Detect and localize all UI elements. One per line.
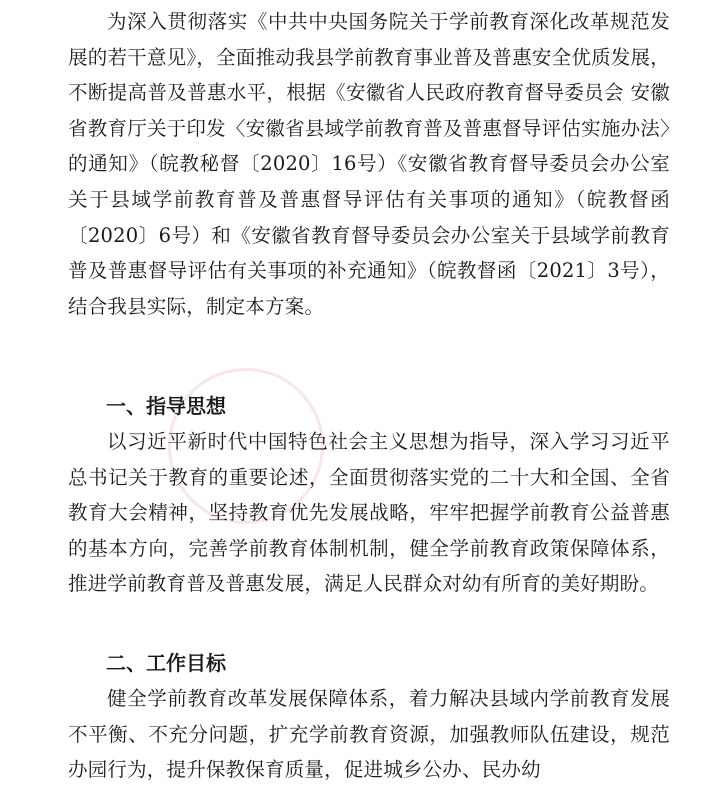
work-goals-paragraph: 健全学前教育改革发展保障体系，着力解决县域内学前教育发展不平衡、不充分问题，扩充学前教育资源，加强教师队伍建设，规范办园行为，提升保教保育质量，促进城乡公办、民办幼	[68, 687, 670, 782]
intro-paragraph: 为深入贯彻落实《中共中央国务院关于学前教育深化改革规范发展的若干意见》，全面推动我县学前教育事业普及普惠安全优质发展，不断提高普及普惠水平，根据《安徽省人民政府教育督导委员会 安徽省教育厅关于印发〈安徽省县域学前教育普及普惠督导评估实施办法〉的通知》（皖教秘督〔2020〕16号）《安徽省教育督导委员会办公室关于县域学前教育普及普惠督导评估有关事项的通知》（皖教督函〔2020〕6号）和《安徽省教育督导委员会办公室关于县域学前教育普及普惠督导评估有关事项的补充通知》（皖教督函〔2021〕3号），结合我县实际，制定本方案。	[68, 10, 670, 318]
section-heading-work-goals: 二、工作目标	[106, 651, 226, 675]
section-heading-guiding-ideology: 一、指导思想	[106, 394, 226, 418]
guiding-ideology-paragraph: 以习近平新时代中国特色社会主义思想为指导，深入学习习近平总书记关于教育的重要论述，全面贯彻落实党的二十大和全国、全省教育大会精神，坚持教育优先发展战略，牢牢把握学前教育公益普惠的基本方向，完善学前教育体制机制，健全学前教育政策保障体系，推进学前教育普及普惠发展，满足人民群众对幼有所育的美好期盼。	[68, 430, 670, 596]
